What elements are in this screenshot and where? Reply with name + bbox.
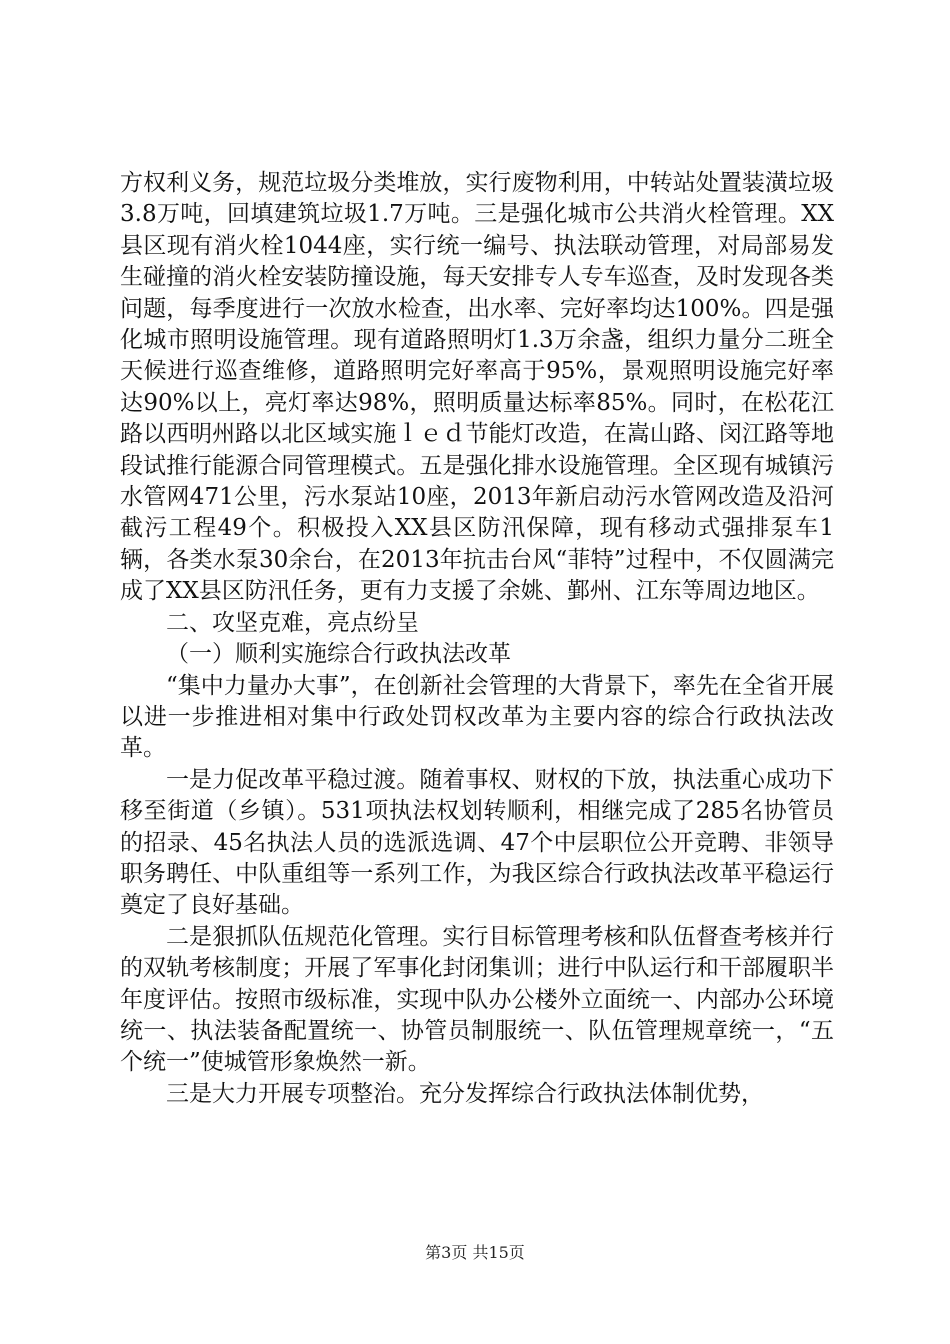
- document-body: [120, 168, 834, 1110]
- section-heading: 二、攻坚克难，亮点纷呈: [166, 609, 419, 636]
- paragraph-6: 二是狠抓队伍规范化管理。实行目标管理考核和队伍督查考核并行的双轨考核制度；开展了军事化封闭集训；进行中队运行和干部履职半年度评估。按照市级标准，实现中队办公楼外立面统一、内部办公环境统一、执法装备配置统一、协管员制服统一、队伍管理规章统一，“五个统一”使城管形象焕然一新。: [120, 923, 834, 1076]
- page-number-footer: 第3页 共15页: [425, 1243, 525, 1262]
- subsection-heading: （一）顺利实施综合行政执法改革: [166, 641, 511, 668]
- paragraph-5: 一是力促改革平稳过渡。随着事权、财权的下放，执法重心成功下移至街道（乡镇）。531项执法权划转顺利，相继完成了285名协管员的招录、45名执法人员的选派选调、47个中层职位公开竞聘、非领导职务聘任、中队重组等一系列工作，为我区综合行政执法改革平稳运行奠定了良好基础。: [120, 766, 834, 919]
- paragraph-4: “集中力量办大事”，在创新社会管理的大背景下，率先在全省开展以进一步推进相对集中行政处罚权改革为主要内容的综合行政执法改革。: [120, 672, 834, 762]
- paragraph-7: 三是大力开展专项整治。充分发挥综合行政执法体制优势，: [166, 1080, 764, 1107]
- paragraph-1: 方权利义务，规范垃圾分类堆放，实行废物利用，中转站处置装潢垃圾3.8万吨，回填建筑垃圾1.7万吨。三是强化城市公共消火栓管理。XX县区现有消火栓1044座，实行统一编号、执法联动管理，对局部易发生碰撞的消火栓安装防撞设施，每天安排专人专车巡查，及时发现各类问题，每季度进行一次放水检查，出水率、完好率均达100%。四是强化城市照明设施管理。现有道路照明灯1.3万余盏，组织力量分二班全天候进行巡查维修，道路照明完好率高于95%，景观照明设施完好率达90%以上，亮灯率达98%，照明质量达标率85%。同时，在松花江路以西明州路以北区域实施ｌｅｄ节能灯改造，在嵩山路、闵江路等地段试推行能源合同管理模式。五是强化排水设施管理。全区现有城镇污水管网471公里，污水泵站10座，2013年新启动污水管网改造及沿河截污工程49个。积极投入XX县区防汛保障，现有移动式强排泵车1辆，各类水泵30余台，在2013年抗击台风“菲特”过程中，不仅圆满完成了XX县区防汛任务，更有力支援了余姚、鄞州、江东等周边地区。: [120, 170, 834, 605]
